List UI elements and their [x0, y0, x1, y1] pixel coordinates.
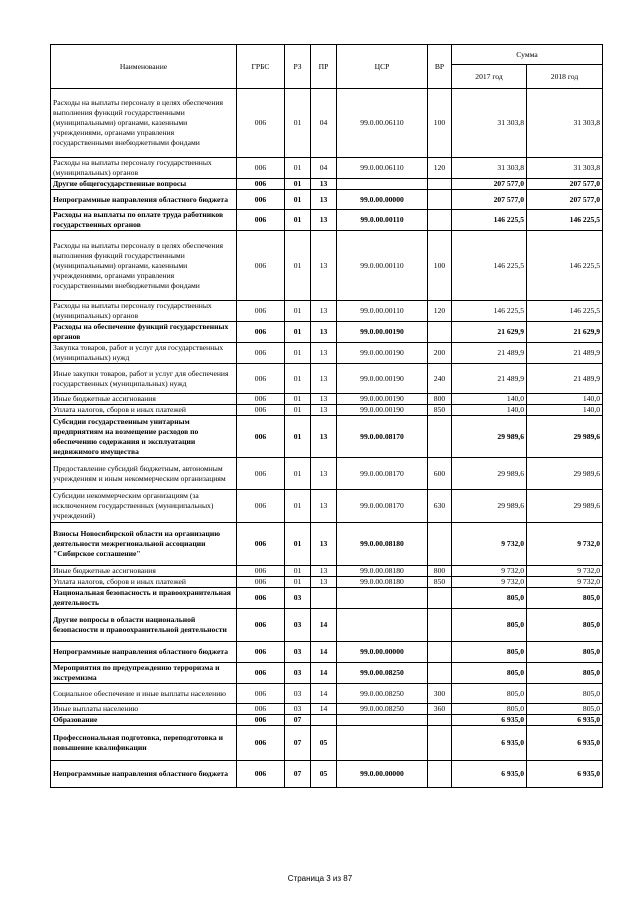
- cell-sum-2018: 805,0: [527, 642, 603, 663]
- cell-rz: 01: [285, 231, 311, 301]
- cell-grbs: 006: [237, 179, 285, 190]
- cell-name: Мероприятия по предупреждению терроризма и экстремизма: [51, 663, 237, 684]
- cell-grbs: 006: [237, 642, 285, 663]
- cell-sum-2018: 140,0: [527, 405, 603, 416]
- cell-vr: 100: [428, 89, 452, 158]
- cell-name: Субсидии государственным унитарным предприятиям на возмещение расходов по обеспечению содержания и эксплуатации недвижимого имущества: [51, 416, 237, 458]
- cell-grbs: 006: [237, 364, 285, 394]
- cell-csr: 99.0.00.08250: [337, 663, 428, 684]
- cell-csr: 99.0.00.00000: [337, 190, 428, 210]
- cell-sum-2018: 21 489,9: [527, 343, 603, 364]
- cell-rz: 01: [285, 577, 311, 588]
- table-row: [51, 715, 603, 726]
- table-row: [51, 609, 603, 642]
- cell-name: Субсидии некоммерческим организациям (за исключением государственных (муниципальных) учреждений): [51, 490, 237, 523]
- cell-name: Предоставление субсидий бюджетным, автономным учреждениям и иным некоммерческим организациям: [51, 458, 237, 490]
- cell-pr: 13: [311, 322, 337, 343]
- cell-name: Расходы на выплаты персоналу в целях обеспечения выполнения функций государственными (муниципальными) органами, казенными учреждениями, органами управления государственными внебюджетными фондами: [51, 89, 237, 158]
- cell-sum-2018: 21 489,9: [527, 364, 603, 394]
- header-grbs: ГРБС: [237, 45, 285, 89]
- cell-rz: 01: [285, 490, 311, 523]
- cell-name: Профессиональная подготовка, переподготовка и повышение квалификации: [51, 726, 237, 761]
- cell-pr: [311, 588, 337, 609]
- cell-rz: 01: [285, 458, 311, 490]
- cell-name: Непрограммные направления областного бюджета: [51, 642, 237, 663]
- cell-csr: 99.0.00.08170: [337, 490, 428, 523]
- header-csr: ЦСР: [337, 45, 428, 89]
- cell-sum-2018: 140,0: [527, 394, 603, 405]
- cell-grbs: 006: [237, 158, 285, 179]
- cell-sum-2018: 9 732,0: [527, 566, 603, 577]
- cell-sum-2017: 805,0: [452, 588, 527, 609]
- table-row: [51, 158, 603, 179]
- cell-rz: 01: [285, 405, 311, 416]
- cell-sum-2017: 29 989,6: [452, 416, 527, 458]
- cell-pr: 13: [311, 523, 337, 566]
- cell-sum-2017: 805,0: [452, 663, 527, 684]
- cell-grbs: 006: [237, 726, 285, 761]
- cell-csr: 99.0.00.08250: [337, 684, 428, 704]
- cell-grbs: 006: [237, 301, 285, 322]
- cell-vr: 100: [428, 231, 452, 301]
- header-vr: ВР: [428, 45, 452, 89]
- cell-csr: [337, 715, 428, 726]
- table-row: [51, 704, 603, 715]
- table-row: [51, 364, 603, 394]
- cell-grbs: 006: [237, 490, 285, 523]
- cell-vr: 800: [428, 394, 452, 405]
- cell-name: Уплата налогов, сборов и иных платежей: [51, 405, 237, 416]
- cell-pr: 13: [311, 566, 337, 577]
- cell-sum-2017: 21 489,9: [452, 343, 527, 364]
- cell-sum-2018: 9 732,0: [527, 577, 603, 588]
- cell-rz: 01: [285, 566, 311, 577]
- cell-vr: [428, 642, 452, 663]
- cell-rz: 01: [285, 523, 311, 566]
- cell-name: Расходы на выплаты персоналу в целях обеспечения выполнения функций государственными (муниципальными) органами, казенными учреждениями, органами управления государственными внебюджетными фондами: [51, 231, 237, 301]
- cell-name: Образование: [51, 715, 237, 726]
- table-row: [51, 89, 603, 158]
- cell-sum-2018: 146 225,5: [527, 301, 603, 322]
- cell-rz: 01: [285, 301, 311, 322]
- table-row: [51, 726, 603, 761]
- cell-vr: [428, 609, 452, 642]
- cell-name: Непрограммные направления областного бюджета: [51, 190, 237, 210]
- cell-rz: 01: [285, 416, 311, 458]
- header-2017: 2017 год: [452, 65, 527, 89]
- cell-sum-2017: 146 225,5: [452, 210, 527, 231]
- cell-rz: 01: [285, 190, 311, 210]
- cell-sum-2017: 6 935,0: [452, 715, 527, 726]
- cell-sum-2017: 805,0: [452, 642, 527, 663]
- cell-grbs: 006: [237, 684, 285, 704]
- cell-sum-2018: 31 303,8: [527, 89, 603, 158]
- cell-rz: 01: [285, 343, 311, 364]
- cell-vr: 850: [428, 577, 452, 588]
- cell-sum-2017: 805,0: [452, 684, 527, 704]
- cell-vr: [428, 416, 452, 458]
- cell-rz: 03: [285, 642, 311, 663]
- cell-pr: 13: [311, 577, 337, 588]
- cell-vr: 630: [428, 490, 452, 523]
- cell-name: Закупка товаров, работ и услуг для государственных (муниципальных) нужд: [51, 343, 237, 364]
- cell-csr: 99.0.00.08180: [337, 566, 428, 577]
- cell-sum-2018: 805,0: [527, 663, 603, 684]
- cell-rz: 07: [285, 761, 311, 788]
- cell-pr: 13: [311, 210, 337, 231]
- cell-name: Расходы на выплаты персоналу государственных (муниципальных) органов: [51, 301, 237, 322]
- cell-sum-2017: 140,0: [452, 405, 527, 416]
- cell-name: Другие общегосударственные вопросы: [51, 179, 237, 190]
- table-row: [51, 190, 603, 210]
- header-rz: РЗ: [285, 45, 311, 89]
- table-row: [51, 566, 603, 577]
- cell-name: Другие вопросы в области национальной безопасности и правоохранительной деятельности: [51, 609, 237, 642]
- cell-pr: 13: [311, 190, 337, 210]
- cell-pr: [311, 715, 337, 726]
- cell-grbs: 006: [237, 609, 285, 642]
- cell-name: Расходы на выплаты по оплате труда работников государственных органов: [51, 210, 237, 231]
- cell-name: Уплата налогов, сборов и иных платежей: [51, 577, 237, 588]
- cell-pr: 13: [311, 394, 337, 405]
- cell-grbs: 006: [237, 523, 285, 566]
- table-body: [51, 89, 603, 788]
- cell-grbs: 006: [237, 761, 285, 788]
- cell-sum-2018: 6 935,0: [527, 715, 603, 726]
- cell-grbs: 006: [237, 416, 285, 458]
- cell-sum-2018: 207 577,0: [527, 179, 603, 190]
- cell-sum-2017: 31 303,8: [452, 89, 527, 158]
- cell-pr: 13: [311, 458, 337, 490]
- cell-pr: 14: [311, 684, 337, 704]
- cell-csr: 99.0.00.00000: [337, 761, 428, 788]
- cell-pr: 14: [311, 663, 337, 684]
- cell-name: Иные бюджетные ассигнования: [51, 394, 237, 405]
- cell-vr: 200: [428, 343, 452, 364]
- cell-pr: 13: [311, 343, 337, 364]
- cell-sum-2017: 9 732,0: [452, 523, 527, 566]
- cell-sum-2018: 31 303,8: [527, 158, 603, 179]
- table-row: [51, 523, 603, 566]
- cell-csr: 99.0.00.00000: [337, 642, 428, 663]
- cell-rz: 01: [285, 158, 311, 179]
- cell-rz: 01: [285, 179, 311, 190]
- cell-pr: 13: [311, 301, 337, 322]
- cell-sum-2017: 29 989,6: [452, 458, 527, 490]
- cell-csr: 99.0.00.00110: [337, 231, 428, 301]
- table-row: [51, 458, 603, 490]
- cell-pr: 13: [311, 405, 337, 416]
- cell-csr: [337, 609, 428, 642]
- cell-vr: [428, 179, 452, 190]
- cell-pr: 05: [311, 761, 337, 788]
- cell-rz: 01: [285, 394, 311, 405]
- cell-vr: 600: [428, 458, 452, 490]
- cell-sum-2017: 21 489,9: [452, 364, 527, 394]
- cell-sum-2018: 146 225,5: [527, 210, 603, 231]
- table-row: [51, 577, 603, 588]
- cell-vr: 300: [428, 684, 452, 704]
- cell-grbs: 006: [237, 715, 285, 726]
- header-2018: 2018 год: [527, 65, 603, 89]
- cell-vr: [428, 210, 452, 231]
- cell-sum-2017: 805,0: [452, 609, 527, 642]
- budget-table: [50, 44, 603, 788]
- cell-vr: 240: [428, 364, 452, 394]
- cell-pr: 14: [311, 609, 337, 642]
- cell-sum-2018: 29 989,6: [527, 416, 603, 458]
- cell-rz: 01: [285, 322, 311, 343]
- cell-csr: 99.0.00.08170: [337, 458, 428, 490]
- cell-pr: 13: [311, 416, 337, 458]
- cell-sum-2017: 207 577,0: [452, 190, 527, 210]
- cell-sum-2018: 805,0: [527, 609, 603, 642]
- cell-sum-2017: 805,0: [452, 704, 527, 715]
- table-row: [51, 684, 603, 704]
- cell-sum-2017: 6 935,0: [452, 726, 527, 761]
- cell-rz: 01: [285, 364, 311, 394]
- cell-sum-2018: 805,0: [527, 588, 603, 609]
- cell-grbs: 006: [237, 210, 285, 231]
- cell-vr: [428, 523, 452, 566]
- cell-vr: [428, 663, 452, 684]
- cell-csr: [337, 726, 428, 761]
- cell-vr: [428, 588, 452, 609]
- cell-rz: 01: [285, 210, 311, 231]
- cell-rz: 03: [285, 684, 311, 704]
- cell-sum-2018: 207 577,0: [527, 190, 603, 210]
- cell-sum-2017: 146 225,5: [452, 231, 527, 301]
- cell-vr: 120: [428, 158, 452, 179]
- cell-csr: 99.0.00.00190: [337, 405, 428, 416]
- cell-sum-2018: 6 935,0: [527, 761, 603, 788]
- table-row: [51, 301, 603, 322]
- cell-pr: 04: [311, 158, 337, 179]
- cell-grbs: 006: [237, 577, 285, 588]
- cell-grbs: 006: [237, 588, 285, 609]
- table-row: [51, 179, 603, 190]
- cell-csr: 99.0.00.08180: [337, 523, 428, 566]
- table-row: [51, 231, 603, 301]
- cell-sum-2017: 9 732,0: [452, 577, 527, 588]
- cell-name: Иные бюджетные ассигнования: [51, 566, 237, 577]
- cell-csr: 99.0.00.06110: [337, 89, 428, 158]
- cell-sum-2017: 6 935,0: [452, 761, 527, 788]
- cell-sum-2017: 140,0: [452, 394, 527, 405]
- cell-vr: 120: [428, 301, 452, 322]
- cell-rz: 03: [285, 588, 311, 609]
- cell-csr: 99.0.00.00190: [337, 364, 428, 394]
- cell-vr: [428, 190, 452, 210]
- cell-pr: 13: [311, 364, 337, 394]
- cell-csr: [337, 588, 428, 609]
- cell-grbs: 006: [237, 405, 285, 416]
- cell-vr: [428, 322, 452, 343]
- table-row: [51, 588, 603, 609]
- cell-vr: 850: [428, 405, 452, 416]
- cell-name: Расходы на выплаты персоналу государственных (муниципальных) органов: [51, 158, 237, 179]
- cell-sum-2017: 207 577,0: [452, 179, 527, 190]
- cell-csr: 99.0.00.00190: [337, 343, 428, 364]
- cell-csr: 99.0.00.06110: [337, 158, 428, 179]
- cell-pr: 05: [311, 726, 337, 761]
- cell-grbs: 006: [237, 89, 285, 158]
- cell-csr: 99.0.00.00110: [337, 210, 428, 231]
- cell-csr: [337, 179, 428, 190]
- cell-sum-2018: 29 989,6: [527, 490, 603, 523]
- table-row: [51, 405, 603, 416]
- table-row: [51, 343, 603, 364]
- cell-grbs: 006: [237, 704, 285, 715]
- cell-grbs: 006: [237, 343, 285, 364]
- table-row: [51, 322, 603, 343]
- header-name: Наименование: [51, 45, 237, 89]
- header-pr: ПР: [311, 45, 337, 89]
- cell-name: Непрограммные направления областного бюджета: [51, 761, 237, 788]
- cell-rz: 07: [285, 715, 311, 726]
- cell-rz: 07: [285, 726, 311, 761]
- cell-sum-2017: 9 732,0: [452, 566, 527, 577]
- cell-pr: 14: [311, 704, 337, 715]
- table-row: [51, 416, 603, 458]
- cell-sum-2017: 29 989,6: [452, 490, 527, 523]
- cell-sum-2017: 21 629,9: [452, 322, 527, 343]
- cell-grbs: 006: [237, 231, 285, 301]
- table-row: [51, 210, 603, 231]
- cell-sum-2018: 29 989,6: [527, 458, 603, 490]
- table-row: [51, 761, 603, 788]
- header-sum: Сумма: [452, 45, 603, 65]
- cell-vr: 360: [428, 704, 452, 715]
- cell-grbs: 006: [237, 190, 285, 210]
- cell-pr: 14: [311, 642, 337, 663]
- cell-rz: 03: [285, 609, 311, 642]
- table-row: [51, 642, 603, 663]
- cell-sum-2018: 21 629,9: [527, 322, 603, 343]
- table-row: [51, 394, 603, 405]
- cell-vr: 800: [428, 566, 452, 577]
- cell-sum-2018: 9 732,0: [527, 523, 603, 566]
- cell-csr: 99.0.00.00110: [337, 301, 428, 322]
- cell-grbs: 006: [237, 458, 285, 490]
- cell-csr: 99.0.00.00190: [337, 322, 428, 343]
- cell-csr: 99.0.00.08250: [337, 704, 428, 715]
- cell-name: Социальное обеспечение и иные выплаты населению: [51, 684, 237, 704]
- header-row-top: [51, 45, 603, 65]
- cell-pr: 13: [311, 179, 337, 190]
- cell-sum-2018: 805,0: [527, 704, 603, 715]
- cell-name: Национальная безопасность и правоохранительная деятельность: [51, 588, 237, 609]
- cell-grbs: 006: [237, 663, 285, 684]
- cell-grbs: 006: [237, 394, 285, 405]
- cell-vr: [428, 715, 452, 726]
- cell-pr: 13: [311, 490, 337, 523]
- cell-name: Расходы на обеспечение функций государственных органов: [51, 322, 237, 343]
- cell-name: Иные закупки товаров, работ и услуг для обеспечения государственных (муниципальных) нужд: [51, 364, 237, 394]
- cell-vr: [428, 761, 452, 788]
- table-row: [51, 490, 603, 523]
- cell-sum-2017: 146 225,5: [452, 301, 527, 322]
- cell-sum-2018: 146 225,5: [527, 231, 603, 301]
- cell-pr: 04: [311, 89, 337, 158]
- cell-pr: 13: [311, 231, 337, 301]
- cell-csr: 99.0.00.08170: [337, 416, 428, 458]
- page-number: Страница 3 из 87: [287, 874, 353, 883]
- cell-csr: 99.0.00.00190: [337, 394, 428, 405]
- cell-rz: 03: [285, 704, 311, 715]
- cell-rz: 03: [285, 663, 311, 684]
- cell-vr: [428, 726, 452, 761]
- cell-rz: 01: [285, 89, 311, 158]
- cell-sum-2017: 31 303,8: [452, 158, 527, 179]
- table-row: [51, 663, 603, 684]
- cell-sum-2018: 805,0: [527, 684, 603, 704]
- cell-sum-2018: 6 935,0: [527, 726, 603, 761]
- cell-grbs: 006: [237, 322, 285, 343]
- cell-name: Взносы Новосибирской области на организацию деятельности межрегиональной ассоциации "Сибирское соглашение": [51, 523, 237, 566]
- cell-name: Иные выплаты населению: [51, 704, 237, 715]
- cell-csr: 99.0.00.08180: [337, 577, 428, 588]
- cell-grbs: 006: [237, 566, 285, 577]
